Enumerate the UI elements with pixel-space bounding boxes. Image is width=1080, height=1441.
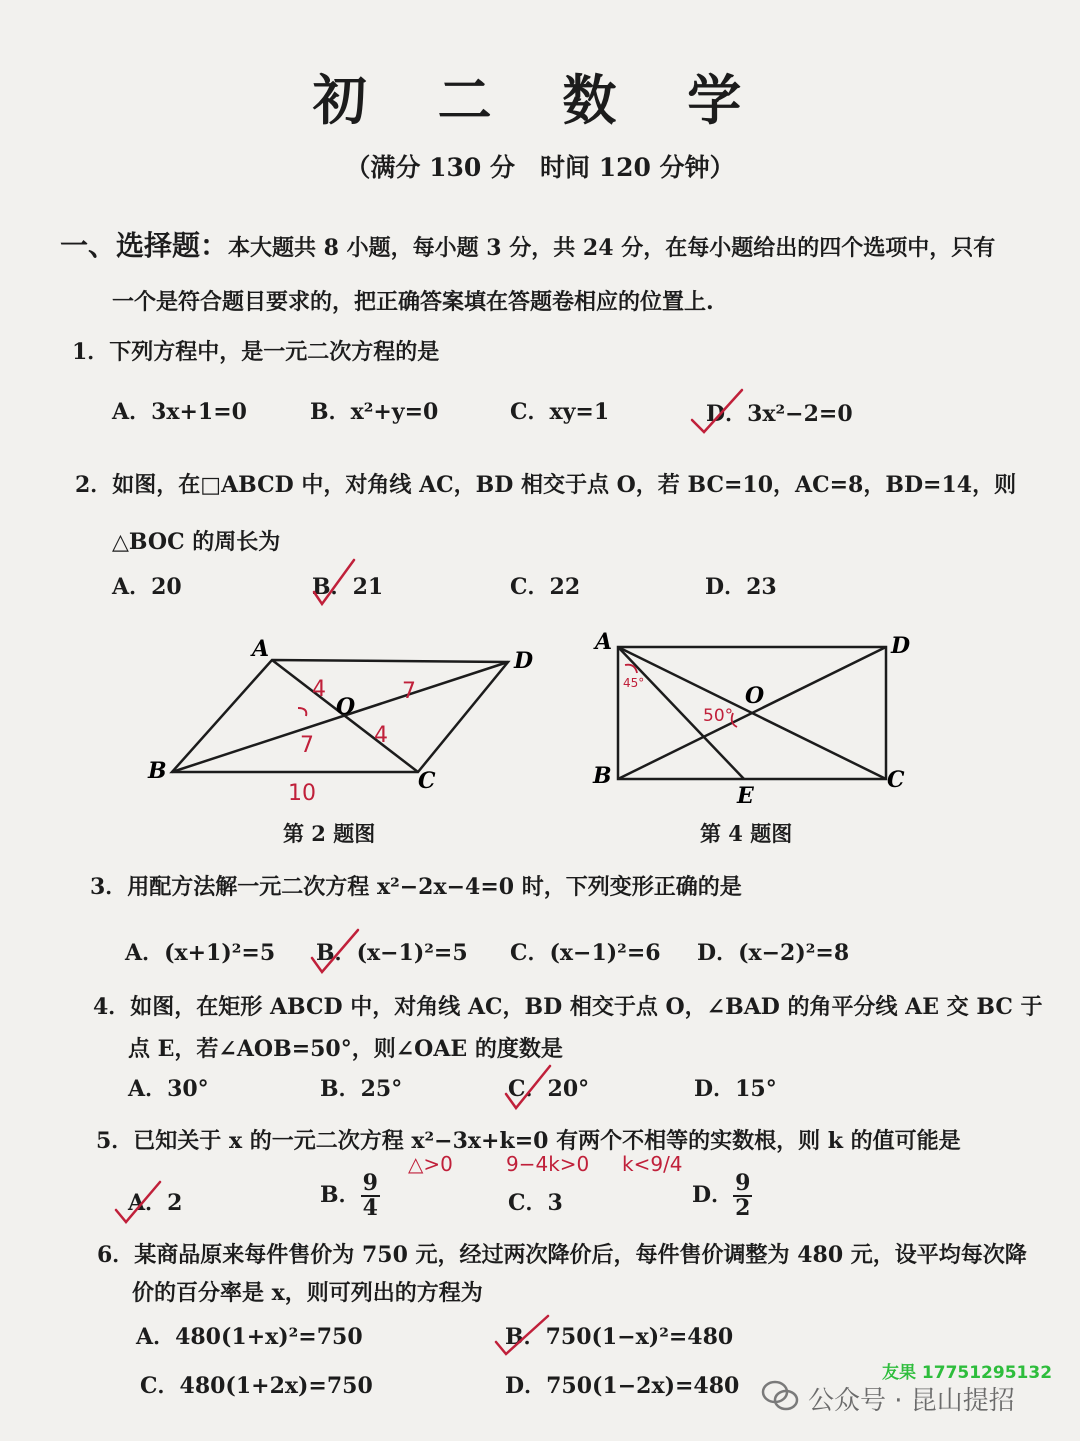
fig2-note-4a: 4 bbox=[312, 677, 326, 702]
fig2-label-o: O bbox=[336, 694, 356, 720]
q5-option-d-denominator: 2 bbox=[735, 1195, 751, 1222]
q6-stem-line2: 价的百分率是 x，则可列出的方程为 bbox=[132, 1280, 483, 1306]
fig4-note-50: 50° bbox=[703, 706, 734, 726]
q1-option-c: C．xy=1 bbox=[510, 399, 610, 425]
q6-stem-line1: 6．某商品原来每件售价为 750 元，经过两次降价后，每件售价调整为 480 元，设平均每次降 bbox=[97, 1242, 1027, 1268]
q4-option-d: D．15° bbox=[694, 1076, 777, 1102]
q5-option-c: C．3 bbox=[508, 1190, 563, 1216]
q2-stem-line2: △BOC 的周长为 bbox=[112, 529, 281, 555]
fig2-note-4b: 4 bbox=[374, 723, 388, 748]
q1-option-b: B．x²+y=0 bbox=[310, 399, 439, 425]
q5-note-discriminant: △>0 bbox=[408, 1152, 453, 1176]
wechat-icon bbox=[760, 1378, 800, 1414]
fig2-note-10: 10 bbox=[288, 781, 316, 806]
fig4-label-o: O bbox=[745, 683, 765, 709]
q3-option-b: B．(x−1)²=5 bbox=[316, 940, 468, 966]
check-mark-q2-b bbox=[314, 560, 354, 604]
q2-stem-line1: 2．如图，在□ABCD 中，对角线 AC，BD 相交于点 O，若 BC=10，AC=8，BD=14，则 bbox=[75, 472, 1017, 498]
fig2-note-7b: 7 bbox=[300, 733, 314, 758]
fig2-caption: 第 2 题图 bbox=[283, 821, 376, 846]
q1-stem: 1．下列方程中，是一元二次方程的是 bbox=[72, 339, 440, 365]
q5-option-d-numerator: 9 bbox=[735, 1170, 751, 1196]
q5-note-inequality: 9−4k>0 bbox=[506, 1152, 590, 1176]
q4-option-c: C．20° bbox=[508, 1076, 590, 1102]
q6-option-d: D．750(1−2x)=480 bbox=[505, 1373, 740, 1399]
fig2-label-d: D bbox=[514, 648, 534, 674]
q5-note-k-range: k<9/4 bbox=[622, 1152, 683, 1176]
q3-option-d: D．(x−2)²=8 bbox=[697, 940, 850, 966]
check-mark-q5-a bbox=[116, 1182, 160, 1222]
q4-option-b: B．25° bbox=[320, 1076, 403, 1102]
q2-option-a: A．20 bbox=[112, 574, 182, 600]
check-mark-q3-b bbox=[312, 930, 358, 972]
section-intro-line2: 一个是符合题目要求的，把正确答案填在答题卷相应的位置上. bbox=[112, 289, 714, 315]
fig4-label-e: E bbox=[737, 783, 754, 809]
q6-option-b: B．750(1−x)²=480 bbox=[505, 1324, 734, 1350]
q3-stem: 3．用配方法解一元二次方程 x²−2x−4=0 时，下列变形正确的是 bbox=[90, 874, 742, 900]
fig4-label-b: B bbox=[593, 763, 612, 789]
q2-option-c: C．22 bbox=[510, 574, 581, 600]
q1-option-a: A．3x+1=0 bbox=[112, 399, 247, 425]
check-mark-q1-d bbox=[692, 390, 742, 432]
check-mark-q6-b bbox=[496, 1316, 548, 1354]
watermark-contact: 友果 17751295132 bbox=[882, 1363, 1053, 1383]
section-intro-line1: 本大题共 8 小题，每小题 3 分，共 24 分，在每小题给出的四个选项中，只有 bbox=[228, 235, 996, 261]
q2-option-b: B．21 bbox=[312, 574, 384, 600]
section-title: 一、选择题： bbox=[60, 229, 229, 262]
q5-option-d-label: D． bbox=[692, 1182, 734, 1209]
fig4-label-d: D bbox=[891, 633, 911, 659]
fig2-label-c: C bbox=[418, 768, 436, 794]
fig4-note-45: 45° bbox=[623, 676, 645, 690]
q4-option-a: A．30° bbox=[128, 1076, 209, 1102]
fig2-label-a: A bbox=[252, 636, 270, 662]
q3-option-a: A．(x+1)²=5 bbox=[125, 940, 276, 966]
check-mark-q4-c bbox=[506, 1066, 550, 1108]
q5-option-a: A．2 bbox=[128, 1190, 183, 1216]
q4-stem-line1: 4．如图，在矩形 ABCD 中，对角线 AC，BD 相交于点 O，∠BAD 的角平分线 AE 交 BC 于 bbox=[93, 994, 1043, 1020]
fig4-caption: 第 4 题图 bbox=[700, 821, 793, 846]
q5-option-b-label: B． bbox=[320, 1182, 361, 1209]
q6-option-a: A．480(1+x)²=750 bbox=[136, 1324, 363, 1350]
fig2-label-b: B bbox=[148, 758, 167, 784]
q5-option-b-denominator: 4 bbox=[362, 1195, 378, 1222]
q6-option-c: C．480(1+2x)=750 bbox=[140, 1373, 373, 1399]
q5-option-b-numerator: 9 bbox=[362, 1170, 378, 1196]
exam-subtitle: （满分 130 分 时间 120 分钟） bbox=[345, 153, 735, 182]
q4-stem-line2: 点 E，若∠AOB=50°，则∠OAE 的度数是 bbox=[128, 1036, 563, 1062]
q5-stem: 5．已知关于 x 的一元二次方程 x²−3x+k=0 有两个不相等的实数根，则 k 的值可能是 bbox=[96, 1128, 961, 1154]
fig4-label-a: A bbox=[595, 629, 613, 655]
watermark-source: 公众号 · 昆山提招 bbox=[808, 1386, 1015, 1416]
q3-option-c: C．(x−1)²=6 bbox=[510, 940, 661, 966]
fig4-label-c: C bbox=[887, 767, 905, 793]
fig2-note-7a: 7 bbox=[402, 679, 416, 704]
q2-option-d: D．23 bbox=[705, 574, 777, 600]
page-title: 初 二 数 学 bbox=[312, 68, 768, 132]
q1-option-d: D．3x²−2=0 bbox=[706, 401, 853, 427]
